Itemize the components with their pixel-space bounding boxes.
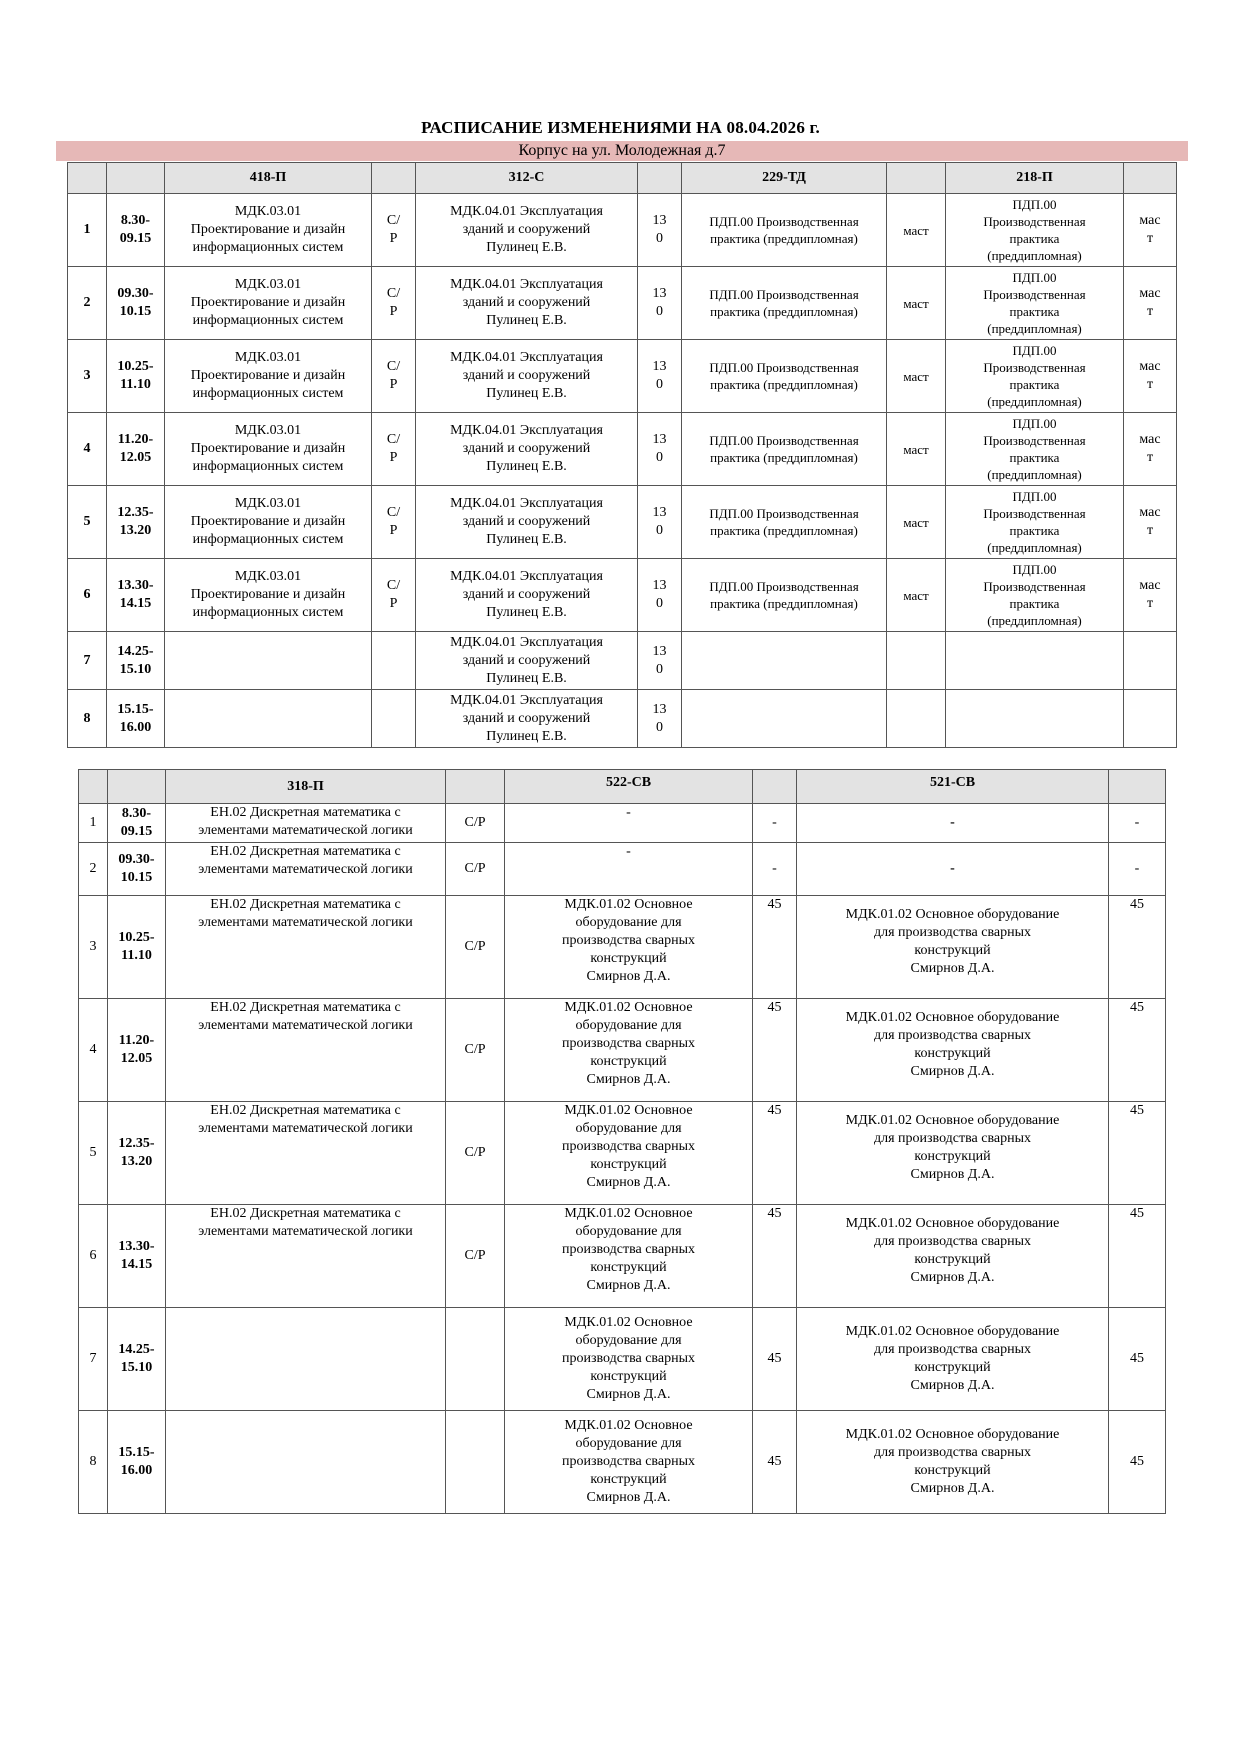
room-cell: С/ Р: [372, 413, 416, 486]
lesson-time: 09.30- 10.15: [107, 267, 165, 340]
subject-cell: [946, 690, 1124, 748]
room-cell: 13 0: [638, 486, 682, 559]
subject-cell: [165, 690, 372, 748]
lesson-number: 3: [79, 896, 108, 999]
room-cell: 45: [753, 1205, 797, 1308]
room-cell: маст: [887, 413, 946, 486]
table-row: [79, 999, 1166, 1102]
lesson-time: 14.25- 15.10: [107, 632, 165, 690]
subject-cell: ЕН.02 Дискретная математика с элементами математической логики: [166, 1205, 446, 1308]
room-cell: С/Р: [446, 999, 505, 1102]
subject-cell: [682, 690, 887, 748]
subject-cell: -: [505, 843, 753, 896]
room-cell: 13 0: [638, 340, 682, 413]
lesson-number: 7: [68, 632, 107, 690]
table-header-row: [79, 770, 1166, 804]
building-subtitle: Корпус на ул. Молодежная д.7: [56, 141, 1188, 161]
room-cell: [372, 632, 416, 690]
lesson-time: 10.25- 11.10: [107, 340, 165, 413]
subject-cell: ПДП.00 Производственная практика (преддипломная): [946, 340, 1124, 413]
subject-cell: ПДП.00 Производственная практика (преддипломная): [946, 194, 1124, 267]
room-header: 229-ТД: [682, 163, 887, 194]
room-cell: 45: [1109, 999, 1166, 1102]
table-row: [79, 896, 1166, 999]
lesson-number: 3: [68, 340, 107, 413]
table-row: [68, 413, 1177, 486]
subject-cell: МДК.04.01 Эксплуатация зданий и сооружений Пулинец Е.В.: [416, 194, 638, 267]
subject-cell: ПДП.00 Производственная практика (преддипломная): [946, 559, 1124, 632]
subject-cell: МДК.01.02 Основное оборудование для производства сварных конструкций Смирнов Д.А.: [797, 1102, 1109, 1205]
schedule-table-2: [78, 769, 1166, 1514]
room-cell: мас т: [1124, 559, 1177, 632]
lesson-time: 13.30- 14.15: [108, 1205, 166, 1308]
room-cell: 45: [1109, 1102, 1166, 1205]
lesson-time: 11.20- 12.05: [108, 999, 166, 1102]
table-row: [79, 1205, 1166, 1308]
lesson-number: 5: [79, 1102, 108, 1205]
room-cell: 13 0: [638, 632, 682, 690]
subject-cell: ЕН.02 Дискретная математика с элементами математической логики: [166, 999, 446, 1102]
subject-cell: ПДП.00 Производственная практика (преддипломная): [946, 486, 1124, 559]
subject-cell: ЕН.02 Дискретная математика с элементами математической логики: [166, 843, 446, 896]
lesson-time: 15.15- 16.00: [108, 1411, 166, 1514]
room-cell: 45: [753, 1308, 797, 1411]
room-cell: 45: [753, 1102, 797, 1205]
lesson-time: 12.35- 13.20: [108, 1102, 166, 1205]
room-cell: 45: [1109, 1411, 1166, 1514]
subject-cell: МДК.01.02 Основное оборудование для производства сварных конструкций Смирнов Д.А.: [505, 1102, 753, 1205]
room-cell: -: [1109, 804, 1166, 843]
subject-cell: ПДП.00 Производственная практика (преддипломная): [946, 267, 1124, 340]
lesson-time: 12.35- 13.20: [107, 486, 165, 559]
room-header: 418-П: [165, 163, 372, 194]
room-cell: С/Р: [446, 843, 505, 896]
subject-cell: ЕН.02 Дискретная математика с элементами математической логики: [166, 804, 446, 843]
lesson-time: 14.25- 15.10: [108, 1308, 166, 1411]
subject-cell: МДК.01.02 Основное оборудование для производства сварных конструкций Смирнов Д.А.: [505, 1205, 753, 1308]
table-row: [68, 690, 1177, 748]
subject-cell: -: [797, 843, 1109, 896]
room-cell: [372, 690, 416, 748]
room-cell: С/Р: [446, 1205, 505, 1308]
room-cell: 13 0: [638, 413, 682, 486]
subject-cell: ПДП.00 Производственная практика (преддипломная): [682, 413, 887, 486]
lesson-number: 8: [79, 1411, 108, 1514]
subject-cell: МДК.01.02 Основное оборудование для производства сварных конструкций Смирнов Д.А.: [505, 999, 753, 1102]
table-row: [68, 194, 1177, 267]
subject-cell: МДК.01.02 Основное оборудование для производства сварных конструкций Смирнов Д.А.: [797, 1411, 1109, 1514]
room-cell: [887, 690, 946, 748]
subject-cell: ПДП.00 Производственная практика (преддипломная): [946, 413, 1124, 486]
lesson-time: 8.30- 09.15: [108, 804, 166, 843]
lesson-number: 4: [79, 999, 108, 1102]
subject-cell: [165, 632, 372, 690]
room-cell: 13 0: [638, 690, 682, 748]
page-title: РАСПИСАНИЕ ИЗМЕНЕНИЯМИ НА 08.04.2026 г.: [421, 118, 820, 137]
lesson-number: 1: [68, 194, 107, 267]
room-cell: маст: [887, 194, 946, 267]
room-header: 521-СВ: [797, 770, 1109, 804]
subject-cell: [682, 632, 887, 690]
subject-cell: [946, 632, 1124, 690]
table-row: [68, 340, 1177, 413]
room-cell: маст: [887, 559, 946, 632]
room-header: 218-П: [946, 163, 1124, 194]
lesson-time: 11.20- 12.05: [107, 413, 165, 486]
room-header: 318-П: [166, 770, 446, 804]
table-row: [79, 1411, 1166, 1514]
lesson-time: 10.25- 11.10: [108, 896, 166, 999]
subject-cell: МДК.03.01 Проектирование и дизайн информационных систем: [165, 194, 372, 267]
subject-cell: МДК.01.02 Основное оборудование для производства сварных конструкций Смирнов Д.А.: [505, 896, 753, 999]
room-cell: мас т: [1124, 194, 1177, 267]
table-row: [79, 1308, 1166, 1411]
room-cell: С/ Р: [372, 194, 416, 267]
room-cell: С/ Р: [372, 340, 416, 413]
room-cell: маст: [887, 267, 946, 340]
table-row: [79, 804, 1166, 843]
subject-cell: ПДП.00 Производственная практика (преддипломная): [682, 340, 887, 413]
lesson-time: 8.30- 09.15: [107, 194, 165, 267]
room-cell: маст: [887, 340, 946, 413]
subject-cell: МДК.01.02 Основное оборудование для производства сварных конструкций Смирнов Д.А.: [797, 999, 1109, 1102]
table-row: [79, 1102, 1166, 1205]
lesson-number: 6: [79, 1205, 108, 1308]
subject-cell: МДК.04.01 Эксплуатация зданий и сооружений Пулинец Е.В.: [416, 413, 638, 486]
lesson-number: 5: [68, 486, 107, 559]
room-cell: мас т: [1124, 486, 1177, 559]
room-cell: мас т: [1124, 340, 1177, 413]
table-row: [68, 632, 1177, 690]
room-cell: -: [753, 804, 797, 843]
subject-cell: МДК.04.01 Эксплуатация зданий и сооружений Пулинец Е.В.: [416, 340, 638, 413]
room-cell: С/Р: [446, 896, 505, 999]
subject-cell: МДК.01.02 Основное оборудование для производства сварных конструкций Смирнов Д.А.: [797, 1308, 1109, 1411]
room-cell: [446, 1308, 505, 1411]
subject-cell: МДК.04.01 Эксплуатация зданий и сооружений Пулинец Е.В.: [416, 632, 638, 690]
subject-cell: МДК.03.01 Проектирование и дизайн информационных систем: [165, 340, 372, 413]
room-cell: С/Р: [446, 1102, 505, 1205]
room-cell: 45: [753, 999, 797, 1102]
lesson-number: 7: [79, 1308, 108, 1411]
table-row: [79, 843, 1166, 896]
room-cell: маст: [887, 486, 946, 559]
lesson-number: 6: [68, 559, 107, 632]
table-row: [68, 559, 1177, 632]
table-header-row: [68, 163, 1177, 194]
subject-cell: ПДП.00 Производственная практика (преддипломная): [682, 486, 887, 559]
room-cell: 45: [1109, 1205, 1166, 1308]
room-cell: С/ Р: [372, 267, 416, 340]
room-cell: 45: [753, 896, 797, 999]
room-cell: [887, 632, 946, 690]
room-cell: 13 0: [638, 194, 682, 267]
subject-cell: МДК.01.02 Основное оборудование для производства сварных конструкций Смирнов Д.А.: [797, 1205, 1109, 1308]
subject-cell: МДК.01.02 Основное оборудование для производства сварных конструкций Смирнов Д.А.: [505, 1411, 753, 1514]
subject-cell: [166, 1308, 446, 1411]
subject-cell: МДК.03.01 Проектирование и дизайн информационных систем: [165, 486, 372, 559]
lesson-time: 15.15- 16.00: [107, 690, 165, 748]
lesson-number: 2: [79, 843, 108, 896]
subject-cell: МДК.04.01 Эксплуатация зданий и сооружений Пулинец Е.В.: [416, 690, 638, 748]
lesson-time: 09.30- 10.15: [108, 843, 166, 896]
subject-cell: МДК.01.02 Основное оборудование для производства сварных конструкций Смирнов Д.А.: [797, 896, 1109, 999]
room-cell: С/Р: [446, 804, 505, 843]
room-cell: [1124, 632, 1177, 690]
table-row: [68, 267, 1177, 340]
room-cell: 13 0: [638, 267, 682, 340]
room-cell: 45: [1109, 896, 1166, 999]
subject-cell: [166, 1411, 446, 1514]
subject-cell: МДК.04.01 Эксплуатация зданий и сооружений Пулинец Е.В.: [416, 267, 638, 340]
subject-cell: МДК.03.01 Проектирование и дизайн информационных систем: [165, 267, 372, 340]
lesson-number: 4: [68, 413, 107, 486]
room-cell: -: [1109, 843, 1166, 896]
room-cell: мас т: [1124, 267, 1177, 340]
subject-cell: ЕН.02 Дискретная математика с элементами математической логики: [166, 1102, 446, 1205]
room-cell: 45: [753, 1411, 797, 1514]
schedule-table-1: [67, 162, 1177, 748]
subject-cell: МДК.03.01 Проектирование и дизайн информационных систем: [165, 413, 372, 486]
room-cell: С/ Р: [372, 486, 416, 559]
lesson-time: 13.30- 14.15: [107, 559, 165, 632]
subject-cell: МДК.04.01 Эксплуатация зданий и сооружений Пулинец Е.В.: [416, 486, 638, 559]
subject-cell: -: [797, 804, 1109, 843]
lesson-number: 2: [68, 267, 107, 340]
room-cell: [446, 1411, 505, 1514]
room-cell: мас т: [1124, 413, 1177, 486]
room-cell: 13 0: [638, 559, 682, 632]
subject-cell: ПДП.00 Производственная практика (преддипломная): [682, 267, 887, 340]
room-cell: С/ Р: [372, 559, 416, 632]
room-cell: [1124, 690, 1177, 748]
room-header: 312-С: [416, 163, 638, 194]
subject-cell: -: [505, 804, 753, 843]
subject-cell: ЕН.02 Дискретная математика с элементами математической логики: [166, 896, 446, 999]
table-row: [68, 486, 1177, 559]
subject-cell: МДК.04.01 Эксплуатация зданий и сооружений Пулинец Е.В.: [416, 559, 638, 632]
subject-cell: ПДП.00 Производственная практика (преддипломная): [682, 559, 887, 632]
subject-cell: МДК.01.02 Основное оборудование для производства сварных конструкций Смирнов Д.А.: [505, 1308, 753, 1411]
lesson-number: 8: [68, 690, 107, 748]
room-cell: -: [753, 843, 797, 896]
room-header: 522-СВ: [505, 770, 753, 804]
lesson-number: 1: [79, 804, 108, 843]
room-cell: 45: [1109, 1308, 1166, 1411]
subject-cell: ПДП.00 Производственная практика (преддипломная): [682, 194, 887, 267]
subject-cell: МДК.03.01 Проектирование и дизайн информационных систем: [165, 559, 372, 632]
